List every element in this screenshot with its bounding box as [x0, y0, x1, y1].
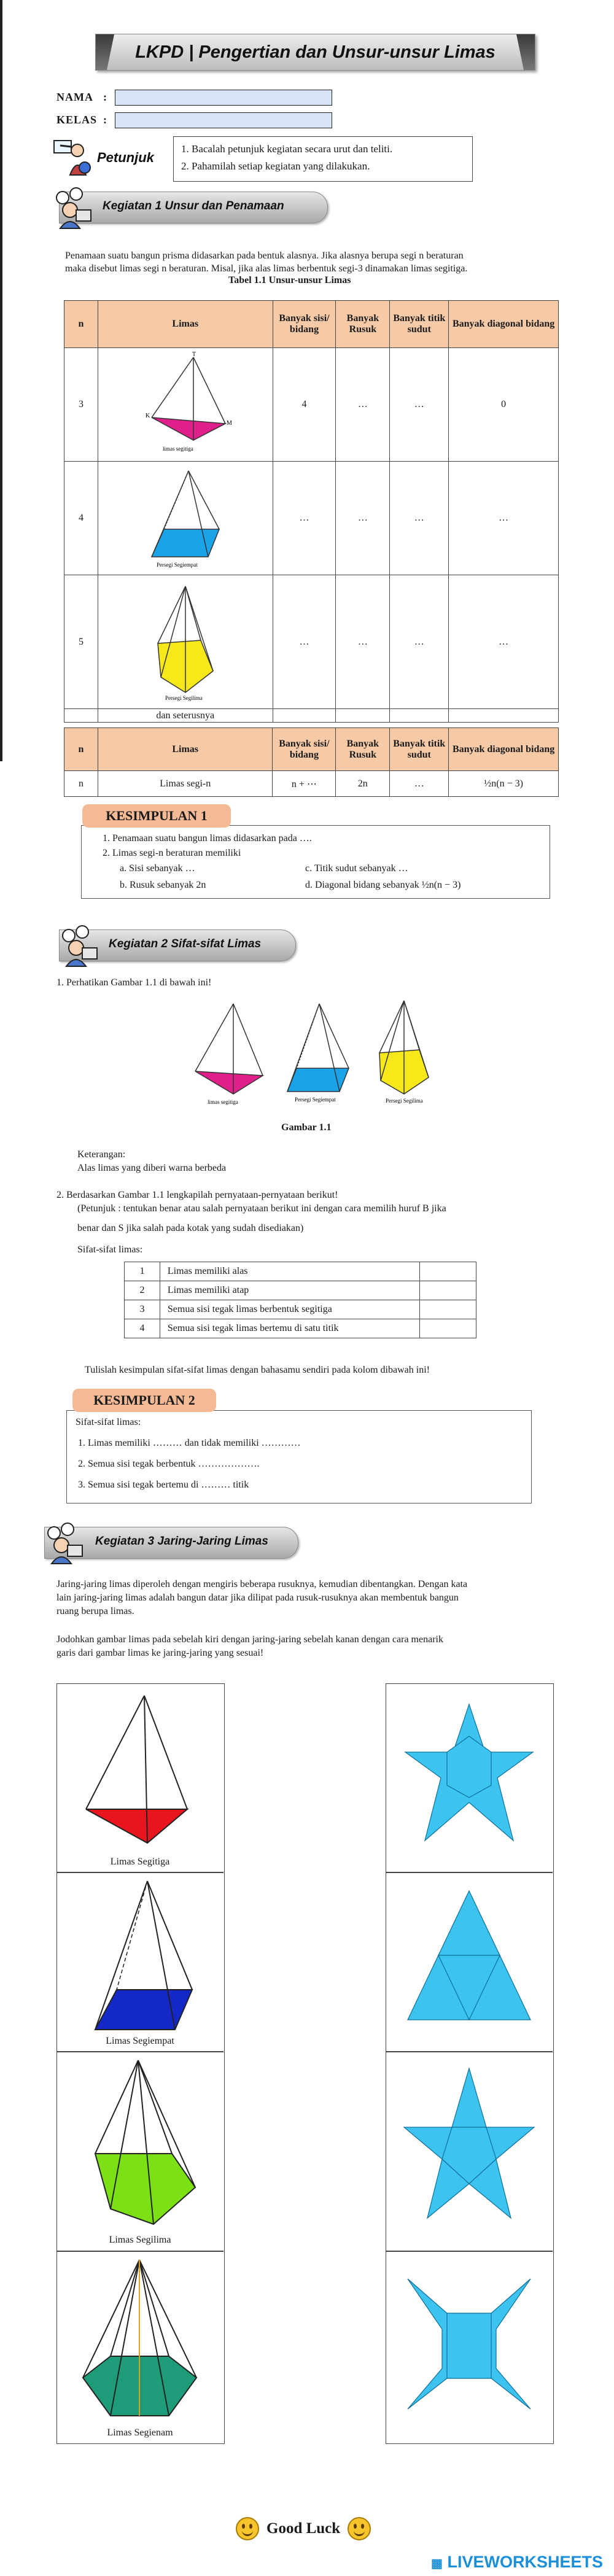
kegiatan2-instruction: Tulislah kesimpulan sifat-sifat limas dengan bahasamu sendiri pada kolom dibawah ini!	[85, 1365, 430, 1375]
jaring-segilima-net[interactable]	[399, 2060, 539, 2238]
table-row: dan seterusnya	[64, 709, 559, 723]
kegiatan2-title: Kegiatan 2 Sifat-sifat Limas	[109, 937, 262, 950]
svg-text:Persegi Segiempat: Persegi Segiempat	[156, 561, 198, 568]
svg-text:Persegi Segiempat: Persegi Segiempat	[295, 1096, 336, 1103]
limas-segiempat-figure	[287, 1004, 349, 1103]
table-row: 3 K M T limas segitiga 4 … … 0	[64, 348, 559, 462]
kesimpulan1-tab: KESIMPULAN 1	[82, 804, 231, 828]
good-luck: Good Luck	[236, 2517, 371, 2540]
left-label: Limas Segienam	[107, 2427, 173, 2438]
table-row: 2 Limas memiliki atap	[125, 1281, 476, 1300]
answer-box[interactable]	[420, 1262, 476, 1281]
answer-box[interactable]	[420, 1300, 476, 1319]
kesimpulan1-box: 1. Penamaan suatu bangun limas didasarkan pada …. 2. Limas segi-n beraturan memiliki a. Sisi sebanyak … b. Rusuk sebanyak 2n c. Titik sudut sebanyak … d. Diagonal bidang sebanyak ½n(n − 3)	[81, 825, 550, 899]
header-cell: Banyak diagonal bidang	[449, 728, 559, 771]
header-cell: n	[64, 301, 98, 348]
kelas-label: KELAS :	[56, 114, 107, 126]
limas-segiempat-figure	[98, 462, 273, 575]
students-icon	[43, 1521, 86, 1564]
gambar-1-1-figure	[189, 995, 484, 1117]
smiley-icon	[348, 2517, 371, 2540]
left-label: Limas Segilima	[109, 2235, 171, 2245]
kelas-input[interactable]	[115, 112, 332, 128]
limas-segitiga-figure	[195, 1004, 263, 1105]
page-title: LKPD | Pengertian dan Unsur-unsur Limas	[135, 42, 495, 62]
keterangan-label: Keterangan:	[77, 1149, 126, 1160]
kegiatan2-item2-hint: benar dan S jika salah pada kotak yang sudah disediakan)	[77, 1223, 304, 1233]
kegiatan1-banner	[59, 192, 328, 223]
sifat-label: Sifat-sifat limas:	[77, 1244, 143, 1255]
answer-box[interactable]	[420, 1281, 476, 1300]
petunjuk-item: 1. Bacalah petunjuk kegiatan secara urut dan teliti.	[181, 143, 393, 155]
header-cell: n	[64, 728, 98, 771]
left-label: Limas Segiempat	[106, 2036, 174, 2046]
kegiatan3-para: ruang berupa limas.	[56, 1606, 134, 1616]
kesimpulan2-box: Sifat-sifat limas: 1. Limas memiliki ……… dan tidak memiliki ………… 2. Semua sisi tegak berbentuk ………………. 3. Semua sisi tegak bertemu di ……… titik	[66, 1410, 532, 1503]
square-pyramid-drawing	[139, 465, 231, 569]
liveworksheets-logo: ▦ LIVEWORKSHEETS	[431, 2553, 603, 2571]
figure-caption: Gambar 1.1	[281, 1122, 332, 1133]
kegiatan3-title: Kegiatan 3 Jaring-Jaring Limas	[95, 1535, 268, 1548]
table-row: 5 Persegi Segilima … … … …	[64, 575, 559, 709]
table-caption: Tabel 1.1 Unsur-unsur Limas	[228, 275, 351, 285]
nama-label: NAMA :	[56, 91, 107, 103]
kegiatan1-intro-line: Penamaan suatu bangun prisma didasarkan pada bentuk alasnya. Jika alasnya berupa segi n beraturan	[65, 250, 464, 261]
header-cell: Banyak titik sudut	[390, 301, 449, 348]
table-row: n Limas segi-n n + ⋯ 2n … ½n(n − 3)	[64, 771, 559, 797]
limas-segitiga-figure	[98, 348, 273, 462]
left-label: Limas Segitiga	[110, 1856, 170, 1867]
limas-segiempat-match[interactable]	[83, 1876, 200, 2036]
header-cell: Banyak sisi/ bidang	[273, 728, 336, 771]
header-cell: Banyak diagonal bidang	[449, 301, 559, 348]
keterangan-text: Alas limas yang diberi warna berbeda	[77, 1163, 227, 1173]
kegiatan3-para: Jaring-jaring limas diperoleh dengan mengiris beberapa rusuknya, kemudian dibentangkan. Dengan kata	[56, 1579, 468, 1589]
svg-text:T: T	[192, 351, 196, 358]
petunjuk-label: Petunjuk	[97, 150, 154, 165]
kegiatan2-item2: 2. Berdasarkan Gambar 1.1 lengkapilah pernyataan-pernyataan berikut!	[56, 1190, 338, 1200]
unsur-limas-table	[64, 300, 559, 723]
kegiatan3-para: garis dari gambar limas ke jaring-jaring yang sesuai!	[56, 1648, 264, 1658]
triangular-pyramid-drawing	[139, 351, 231, 456]
limas-segitiga-match[interactable]	[77, 1690, 200, 1861]
kegiatan2-item2-hint: (Petunjuk : tentukan benar atau salah pernyataan berikut ini dengan cara memilih huruf B jika	[77, 1203, 446, 1214]
sifat-limas-table	[124, 1262, 476, 1338]
smiley-icon	[236, 2517, 259, 2540]
header-cell: Banyak Rusuk	[336, 728, 390, 771]
title-banner	[95, 34, 535, 71]
table-row: 3 Semua sisi tegak limas berbentuk segitiga	[125, 1300, 476, 1319]
limas-segi-n-table	[64, 727, 559, 797]
jaring-segitiga-net[interactable]	[399, 1879, 539, 2044]
kegiatan3-para: lain jaring-jaring limas adalah bangun datar jika dilipat pada rusuk-rusuknya akan membentuk bangun	[56, 1593, 459, 1603]
jaring-segiempat-net[interactable]	[398, 2260, 540, 2427]
limas-segilima-figure	[379, 1001, 429, 1104]
students-icon	[58, 923, 101, 966]
nama-input[interactable]	[115, 90, 332, 106]
table-row: 4 Semua sisi tegak limas bertemu di satu titik	[125, 1319, 476, 1338]
header-cell: Banyak titik sudut	[390, 728, 449, 771]
students-icon	[52, 185, 95, 228]
kegiatan1-title: Kegiatan 1 Unsur dan Penamaan	[103, 200, 284, 212]
left-edge-bar	[0, 0, 2, 761]
limas-segienam-match[interactable]	[77, 2255, 206, 2430]
petunjuk-box	[173, 136, 473, 182]
table-row: 4 Persegi Segiempat … … … …	[64, 462, 559, 575]
svg-text:limas segitiga: limas segitiga	[162, 445, 193, 452]
kegiatan1-intro-line: maka disebut limas segi n beraturan. Misal, jika alas limas berbentuk segi-3 dinamakan limas segitiga.	[65, 263, 468, 274]
kesimpulan2-tab: KESIMPULAN 2	[72, 1389, 216, 1412]
kegiatan2-item1: 1. Perhatikan Gambar 1.1 di bawah ini!	[56, 977, 212, 988]
petunjuk-item: 2. Pahamilah setiap kegiatan yang dilakukan.	[181, 160, 370, 172]
jaring-segienam-net[interactable]	[393, 1693, 545, 1862]
svg-text:K: K	[145, 412, 150, 419]
kegiatan3-para: Jodohkan gambar limas pada sebelah kiri dengan jaring-jaring sebelah kanan dengan cara menarik	[56, 1634, 443, 1645]
table-row: 1 Limas memiliki alas	[125, 1262, 476, 1281]
answer-box[interactable]	[420, 1319, 476, 1338]
limas-segilima-match[interactable]	[86, 2055, 203, 2233]
header-cell: Limas	[98, 728, 273, 771]
svg-text:M: M	[226, 419, 232, 427]
header-cell: Banyak Rusuk	[336, 301, 390, 348]
header-cell: Limas	[98, 301, 273, 348]
limas-segilima-figure	[98, 575, 273, 709]
svg-text:Persegi Segilima: Persegi Segilima	[386, 1098, 423, 1104]
pentagonal-pyramid-drawing	[139, 579, 231, 702]
svg-text:limas segitiga: limas segitiga	[208, 1099, 238, 1105]
teacher-icon	[53, 137, 92, 176]
svg-text:Persegi Segilima: Persegi Segilima	[165, 695, 203, 701]
header-cell: Banyak sisi/ bidang	[273, 301, 336, 348]
